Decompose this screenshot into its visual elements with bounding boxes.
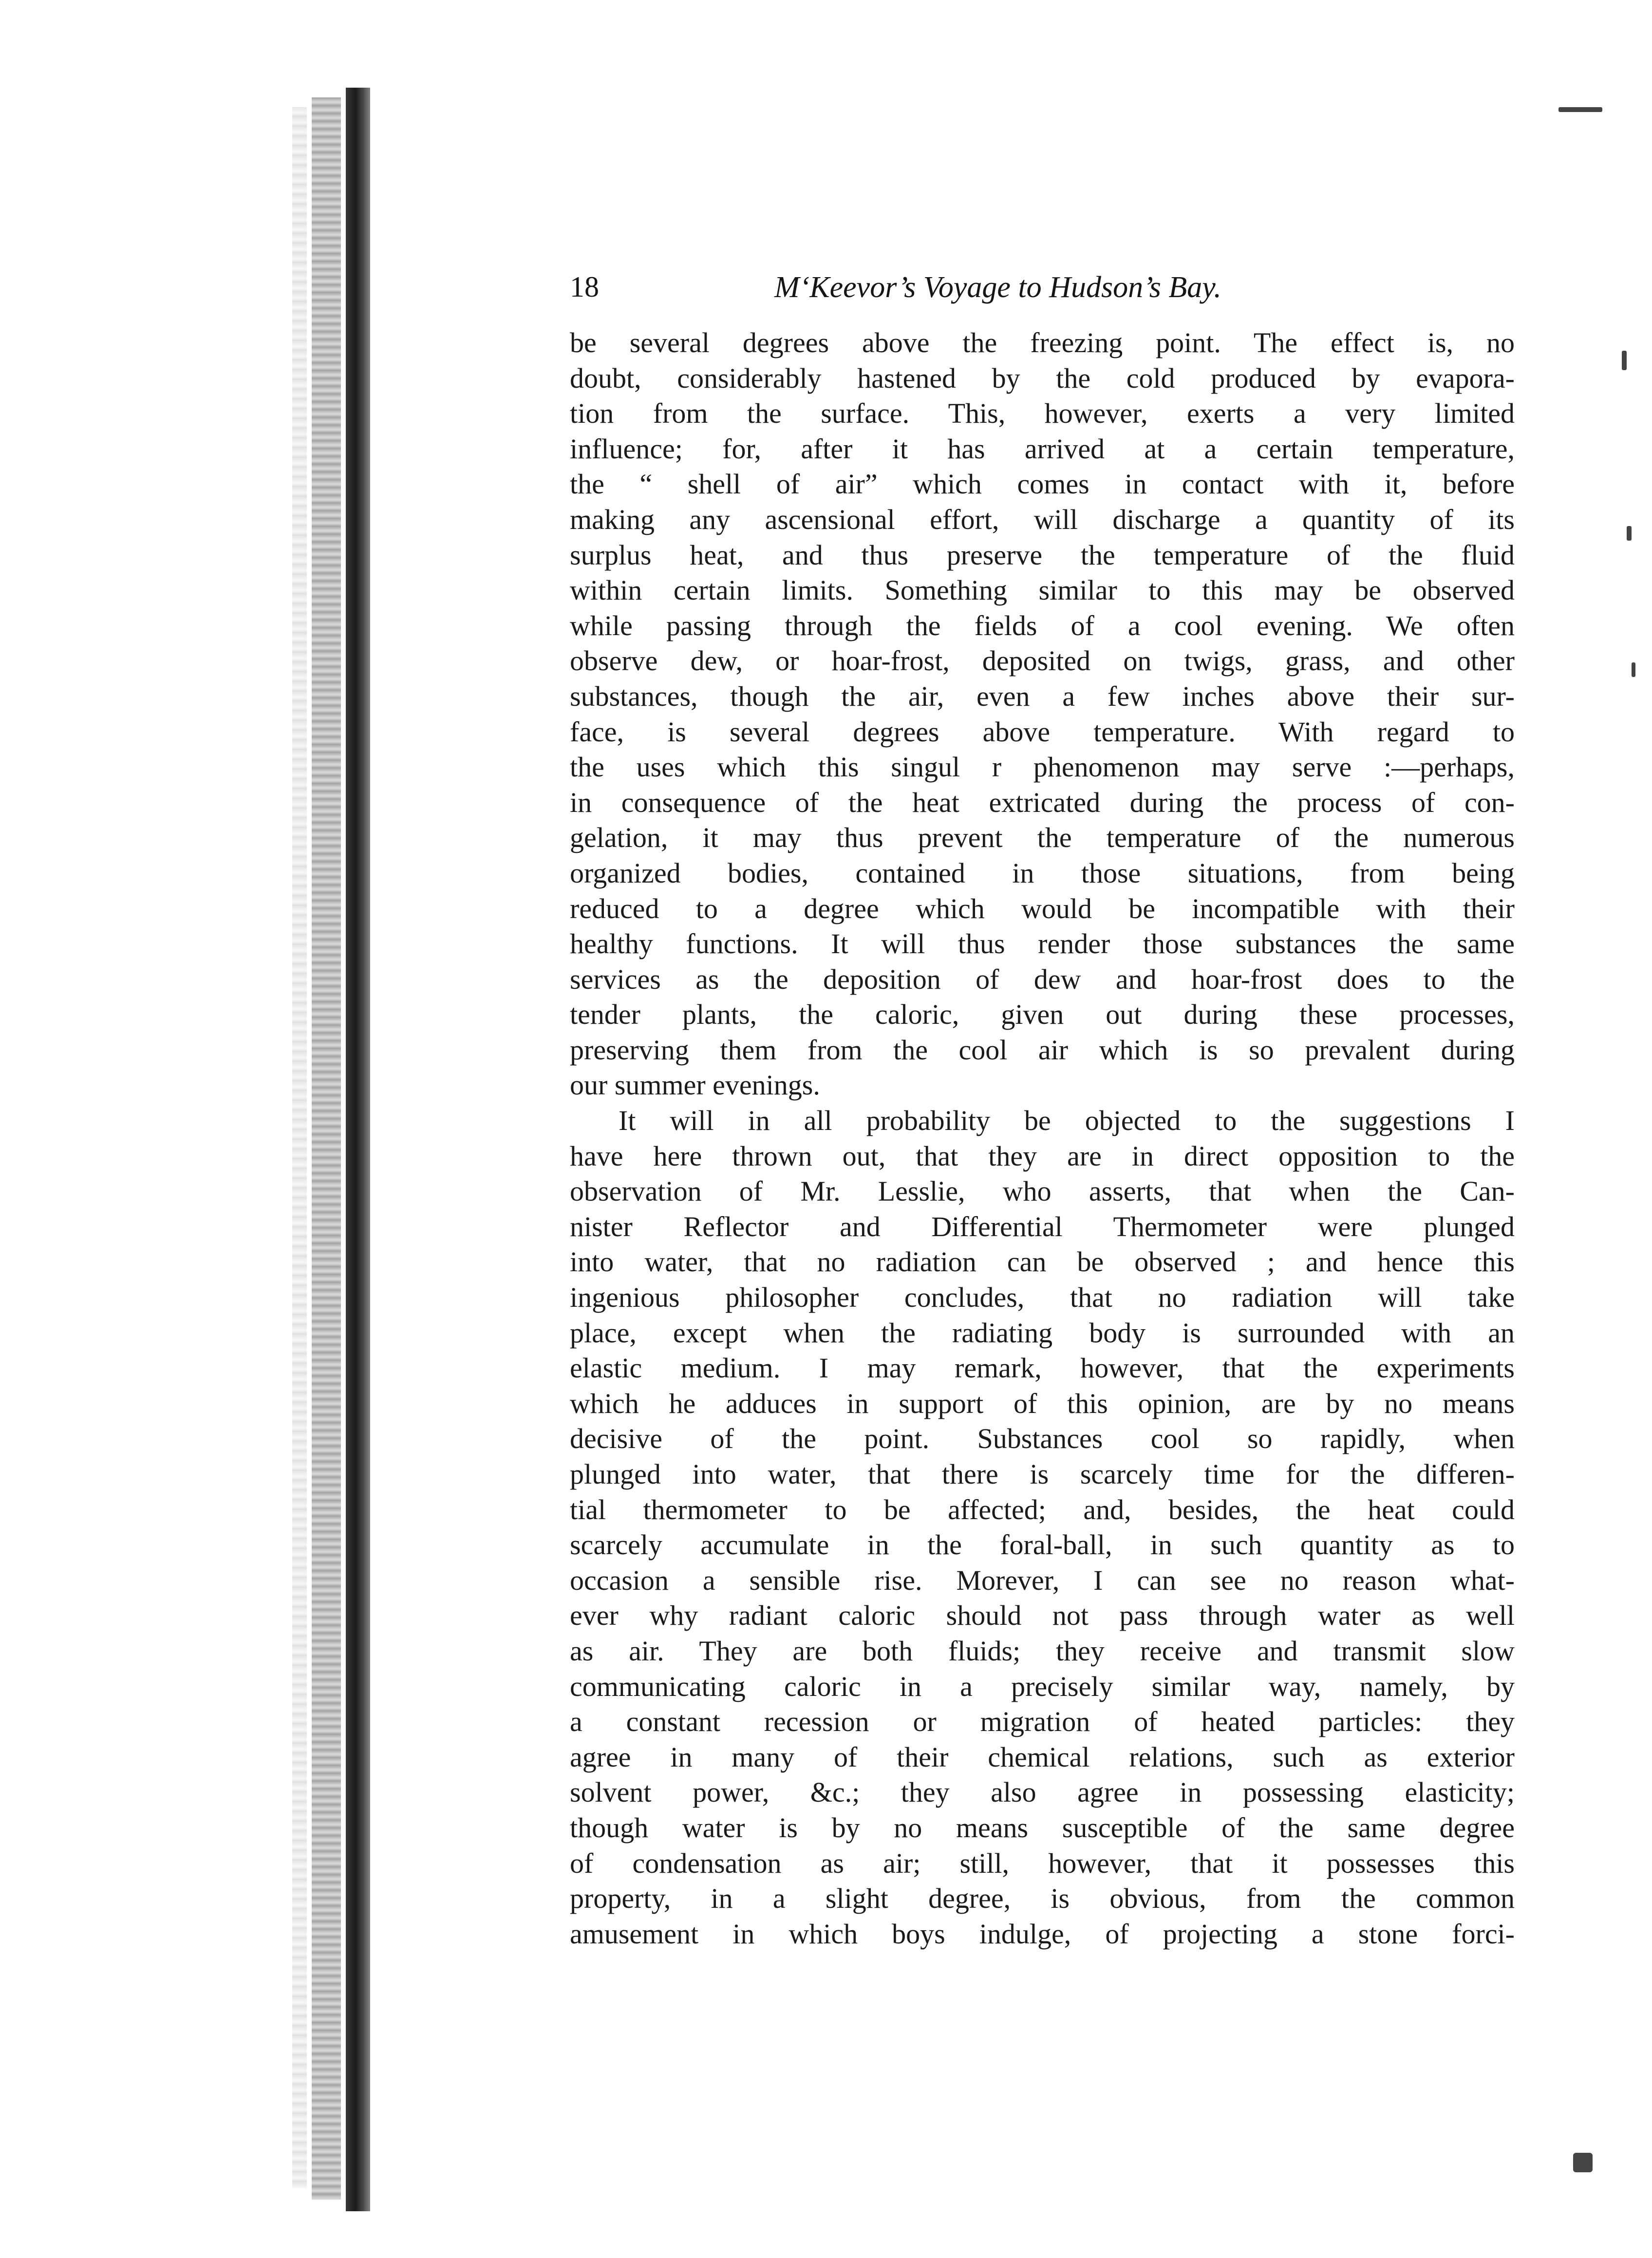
paragraph-end-line: our summer evenings. (570, 1069, 820, 1101)
text-line: a constant recession or migration of heated particles: they (570, 1706, 1515, 1738)
text-line: gelation, it may thus prevent the temperature of the numerous (570, 822, 1515, 854)
text-line: preserving them from the cool air which is so prevalent during (570, 1034, 1515, 1066)
text-line: making any ascensional effort, will discharge a quantity of its (570, 503, 1515, 535)
text-line: place, except when the radiating body is surrounded with an (570, 1317, 1515, 1349)
text-line: tender plants, the caloric, given out during these processes, (570, 998, 1515, 1031)
text-line: tial thermometer to be affected; and, besides, the heat could (570, 1493, 1515, 1525)
text-line: the “ shell of air” which comes in contact with it, before (570, 468, 1515, 500)
text-line: elastic medium. I may remark, however, that the experiments (570, 1352, 1515, 1384)
scan-speck (1632, 662, 1635, 677)
text-line: solvent power, &c.; they also agree in possessing elasticity; (570, 1776, 1515, 1808)
text-line: in consequence of the heat extricated during the process of con- (570, 786, 1515, 818)
gutter-band-mid (312, 97, 341, 2200)
text-line: face, is several degrees above temperature. With regard to (570, 715, 1515, 748)
scan-speck (1573, 2153, 1593, 2172)
text-line: healthy functions. It will thus render those substances the same (570, 928, 1515, 960)
text-line: communicating caloric in a precisely similar way, namely, by (570, 1670, 1515, 1702)
text-line: agree in many of their chemical relations, such as exterior (570, 1741, 1515, 1773)
scan-speck (1627, 526, 1632, 541)
book-gutter-shadow (292, 88, 375, 2211)
body-text (570, 325, 1515, 1952)
text-line: nister Reflector and Differential Thermometer were plunged (570, 1210, 1515, 1242)
text-line: ingenious philosopher concludes, that no radiation will take (570, 1281, 1515, 1314)
text-line: scarcely accumulate in the foral-ball, in such quantity as to (570, 1529, 1515, 1561)
text-line: be several degrees above the freezing point. The effect is, no (570, 327, 1515, 358)
text-line: ever why radiant caloric should not pass through water as well (570, 1599, 1515, 1632)
text-line: plunged into water, that there is scarcely time for the differen- (570, 1458, 1515, 1490)
running-header (570, 270, 1320, 314)
text-line: substances, though the air, even a few inches above their sur- (570, 680, 1515, 712)
text-line: observe dew, or hoar-frost, deposited on twigs, grass, and other (570, 645, 1515, 677)
text-line: reduced to a degree which would be incompatible with their (570, 892, 1515, 924)
text-line: have here thrown out, that they are in direct opposition to the (570, 1140, 1515, 1172)
text-line: amusement in which boys indulge, of projecting a stone forci- (570, 1918, 1515, 1950)
text-line: tion from the surface. This, however, exerts a very limited (570, 397, 1515, 430)
text-line: observation of Mr. Lesslie, who asserts, that when the Can- (570, 1175, 1515, 1207)
text-line: occasion a sensible rise. Morever, I can see no reason what- (570, 1564, 1515, 1596)
text-line: surplus heat, and thus preserve the temperature of the fluid (570, 539, 1515, 571)
text-line: influence; for, after it has arrived at a certain temperature, (570, 433, 1515, 465)
gutter-band-light (292, 107, 307, 2188)
text-line: the uses which this singul r phenomenon may serve :—perhaps, (570, 751, 1515, 783)
paragraph-start-line: It will in all probability be objected to the suggestions I (619, 1105, 1515, 1137)
text-line: as air. They are both fluids; they receive and transmit slow (570, 1635, 1515, 1667)
text-line: organized bodies, contained in those situations, from being (570, 857, 1515, 889)
scan-speck (1622, 351, 1627, 370)
text-line: doubt, considerably hastened by the cold produced by evapora- (570, 362, 1515, 394)
text-line: of condensation as air; still, however, that it possesses this (570, 1847, 1515, 1879)
text-line: services as the deposition of dew and hoar-frost does to the (570, 963, 1515, 995)
text-line: which he adduces in support of this opinion, are by no means (570, 1387, 1515, 1419)
gutter-band-dark (346, 88, 370, 2211)
text-line: decisive of the point. Substances cool so rapidly, when (570, 1423, 1515, 1455)
running-title: M‘Keevor’s Voyage to Hudson’s Bay. (774, 271, 1221, 304)
text-line: while passing through the fields of a cool evening. We often (570, 609, 1515, 641)
text-line: property, in a slight degree, is obvious, from the common (570, 1882, 1515, 1915)
text-line: within certain limits. Something similar to this may be observed (570, 574, 1515, 606)
text-line: into water, that no radiation can be observed ; and hence this (570, 1246, 1515, 1278)
text-line: though water is by no means susceptible of the same degree (570, 1811, 1515, 1844)
page-number: 18 (570, 271, 599, 303)
scan-speck (1558, 107, 1602, 112)
